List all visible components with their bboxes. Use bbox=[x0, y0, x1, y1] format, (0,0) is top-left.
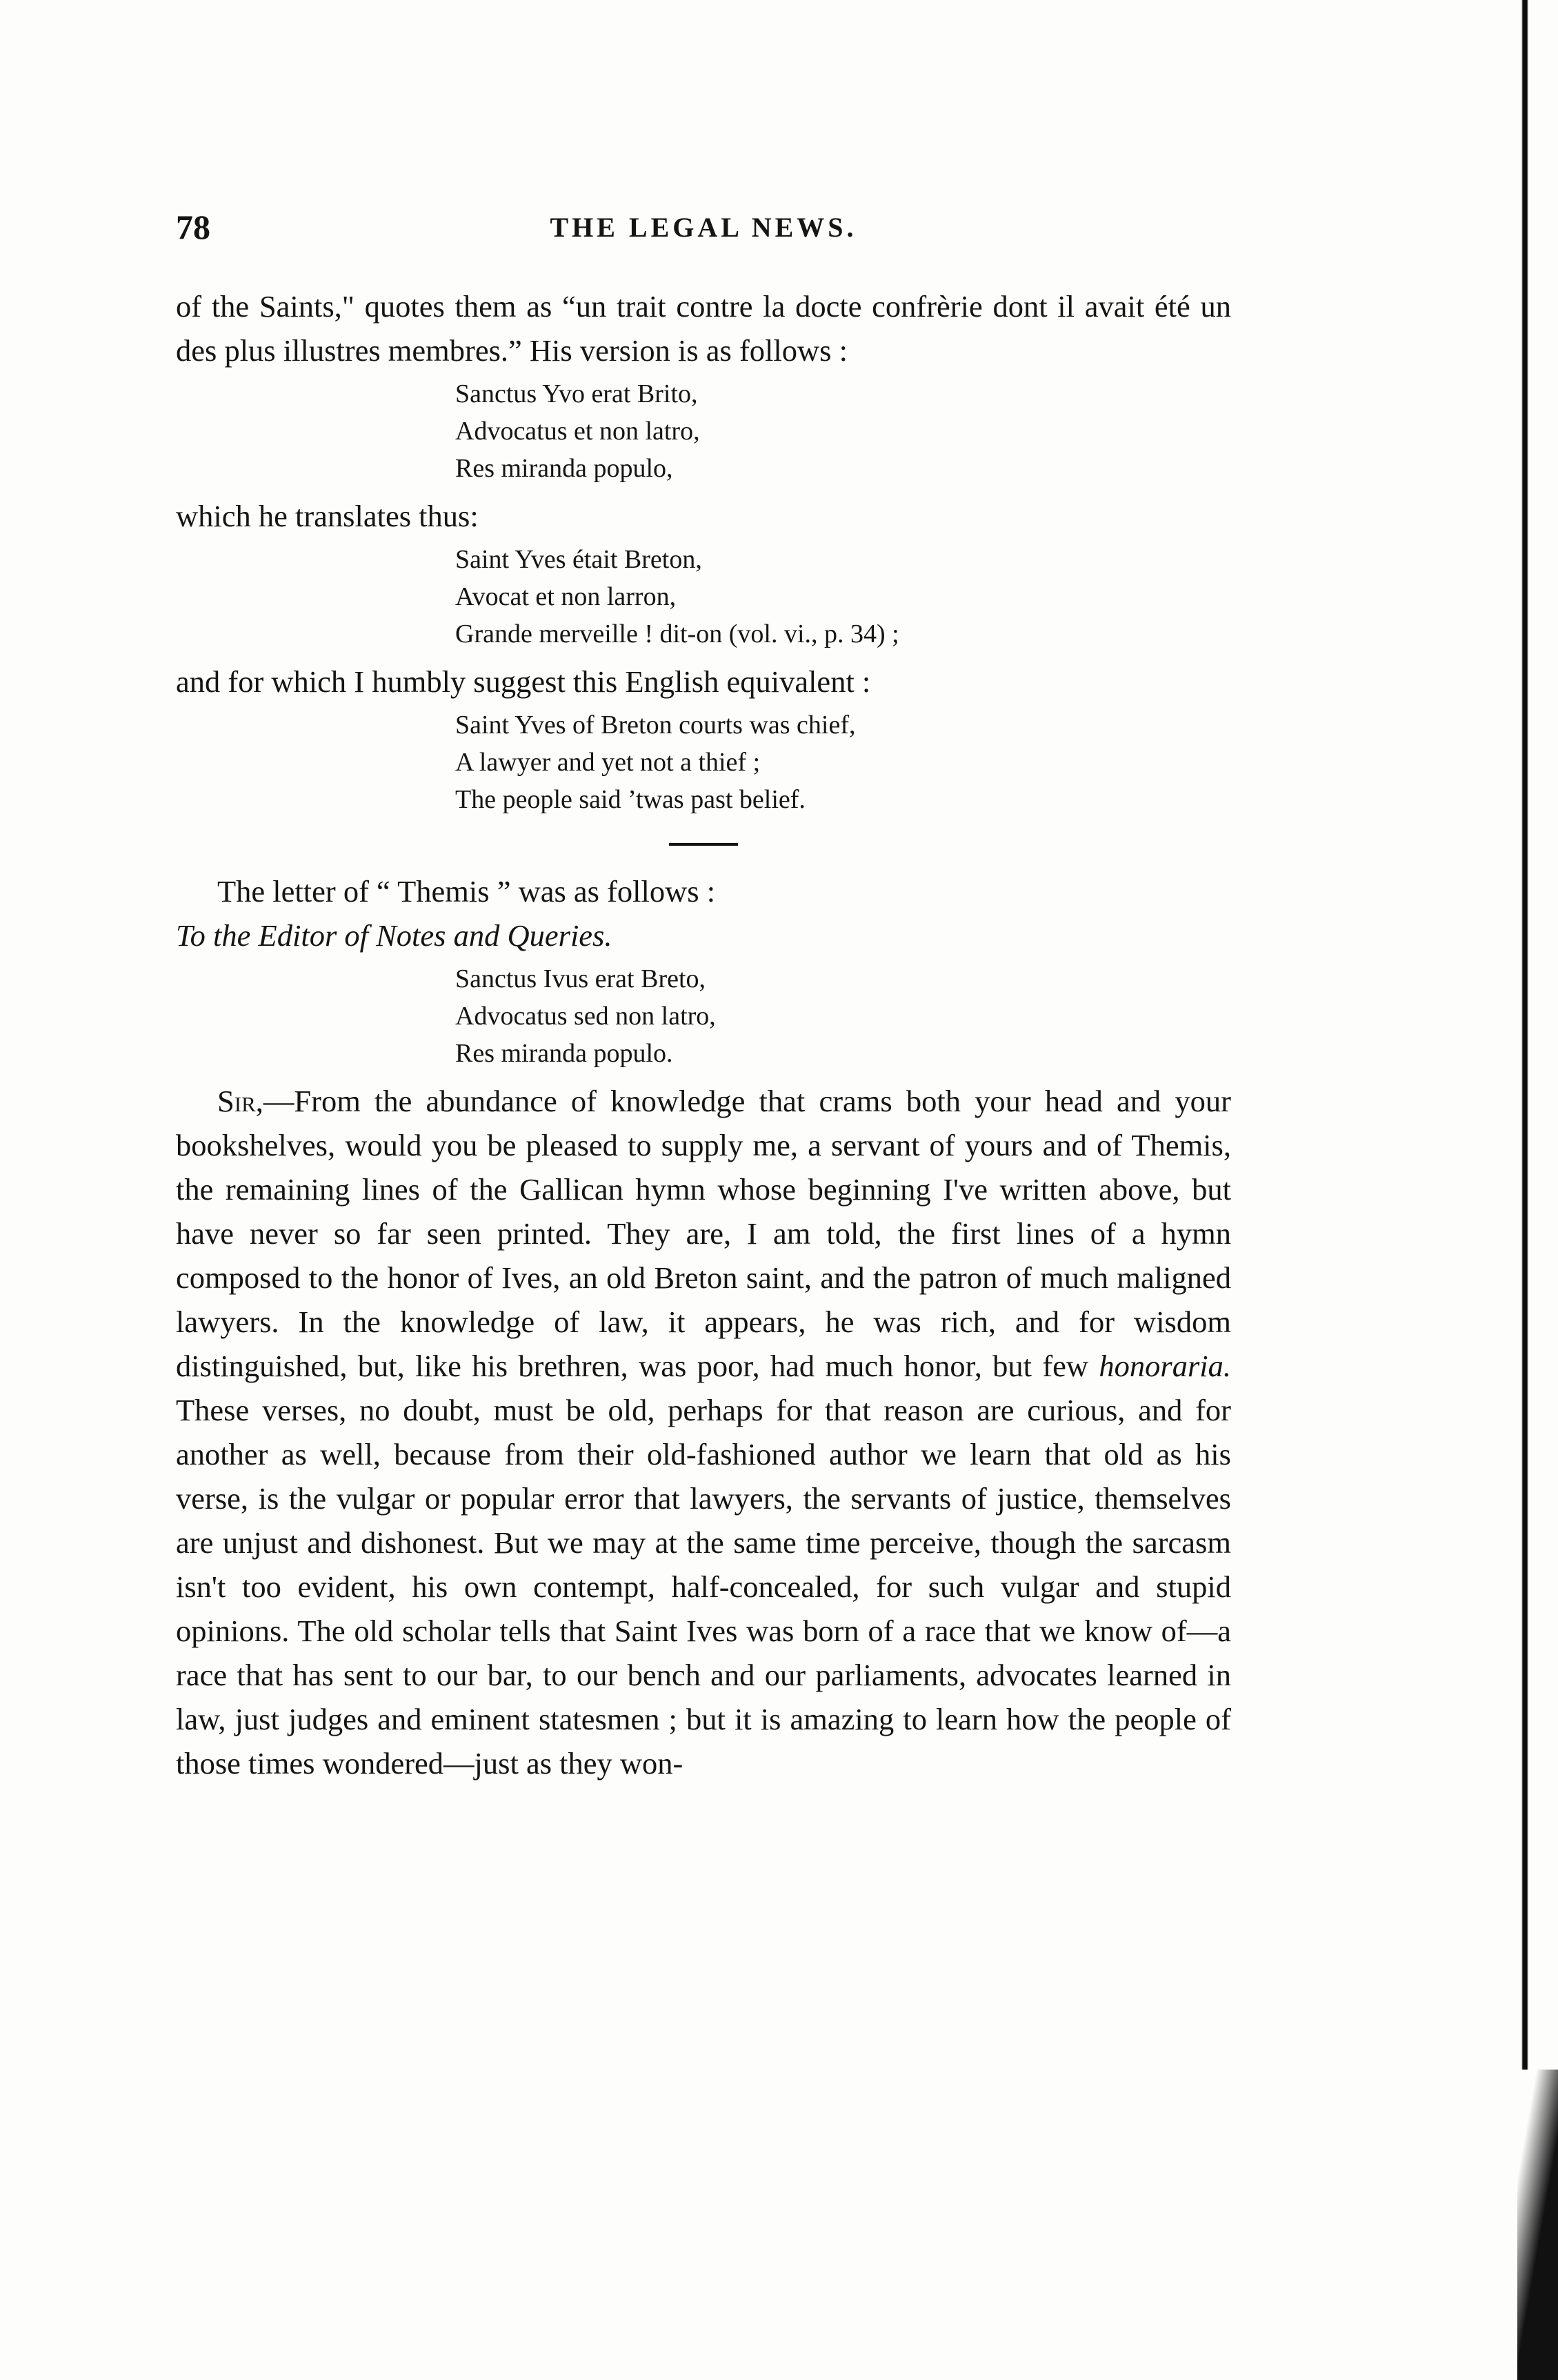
page-number: 78 bbox=[176, 208, 210, 246]
verse-english bbox=[455, 704, 1231, 825]
verse-line: The people said ’twas past belief. bbox=[455, 785, 806, 814]
paragraph-letter-intro: The letter of “ Themis ” was as follows : bbox=[217, 874, 716, 909]
body-text bbox=[176, 284, 1231, 1785]
verse-line: Sanctus Yvo erat Brito, bbox=[455, 379, 698, 408]
verse-line: Sanctus Ivus erat Breto, bbox=[455, 964, 706, 993]
verse-line: Res miranda populo. bbox=[455, 1039, 673, 1068]
letter-salutation: To the Editor of Notes and Queries. bbox=[176, 918, 612, 953]
letter-text: These verses, no doubt, must be old, perhaps for that reason are curious, and for another as well, because from their old-fashioned author we learn that old as his verse, is the vulgar or popular error that lawyers, the servants of justice, themselves are unjust and dishonest. But we may at the same time perceive, though the sarcasm isn't too evident, his own contempt, half-concealed, for such vulgar and stupid opinions. The old scholar tells that Saint Ives was born of a race that we know of—a race that has sent to our bar, to our bench and our parliaments, advocates learned in law, just judges and eminent statesmen ; but it is amazing to learn how the people of those times wondered—just as they won- bbox=[176, 1393, 1231, 1781]
letter-opening-word: Sir, bbox=[217, 1084, 263, 1118]
verse-line: Avocat et non larron, bbox=[455, 582, 677, 611]
paragraph-intro: of the Saints," quotes them as “un trait contre la docte confrèrie dont il avait été un des plus illustres membres.” His version is as follows : bbox=[176, 289, 1231, 368]
section-divider bbox=[669, 843, 738, 846]
verse-latin-2 bbox=[455, 958, 1231, 1079]
verse-line: Advocatus sed non latro, bbox=[455, 1002, 716, 1031]
running-head bbox=[176, 207, 1231, 255]
paragraph-translation-intro: which he translates thus: bbox=[176, 499, 479, 533]
paragraph-english-intro: and for which I humbly suggest this English equivalent : bbox=[176, 664, 871, 699]
binding-edge bbox=[1517, 0, 1558, 2380]
verse-latin-1 bbox=[455, 373, 1231, 494]
verse-line: Grande merveille ! dit-on (vol. vi., p. 34) ; bbox=[455, 619, 899, 648]
letter-italic-word: honoraria. bbox=[1099, 1349, 1231, 1383]
journal-title: THE LEGAL NEWS. bbox=[550, 212, 857, 243]
binding-shadow bbox=[1517, 2070, 1558, 2380]
paragraph-letter-body bbox=[176, 1079, 1231, 1785]
letter-text: —From the abundance of knowledge that crams both your head and your bookshelves, would you be pleased to supply me, a servant of yours and of Themis, the remaining lines of the Gallican hymn whose beginning I've written above, but have never so far seen printed. They are, I am told, the first lines of a hymn composed to the honor of Ives, an old Breton saint, and the patron of much maligned lawyers. In the knowledge of law, it appears, he was rich, and for wisdom distinguished, but, like his brethren, was poor, had much honor, but few bbox=[176, 1084, 1231, 1383]
verse-line: Saint Yves était Breton, bbox=[455, 545, 702, 574]
verse-line: Res miranda populo, bbox=[455, 454, 673, 483]
verse-line: Saint Yves of Breton courts was chief, bbox=[455, 711, 856, 740]
verse-line: A lawyer and yet not a thief ; bbox=[455, 748, 761, 777]
verse-french bbox=[455, 538, 1231, 660]
verse-line: Advocatus et non latro, bbox=[455, 417, 700, 446]
